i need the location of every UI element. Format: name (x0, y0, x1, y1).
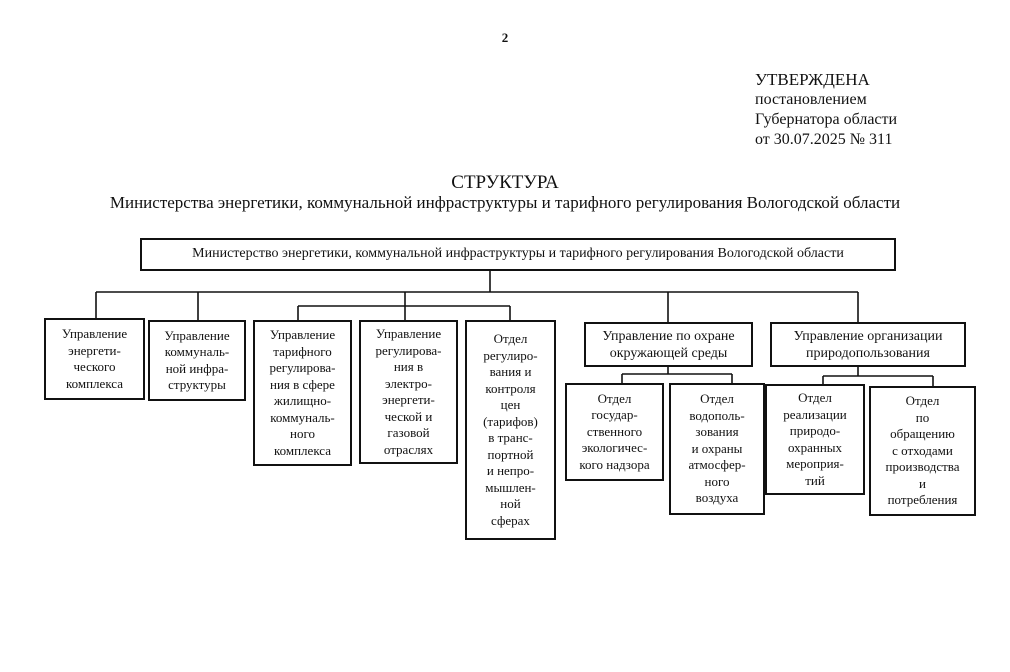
approval-line-3: от 30.07.2025 № 311 (755, 131, 893, 148)
ministry-label: Министерство энергетики, коммунальной инфраструктуры и тарифного регулирования Вологодской области (192, 246, 844, 262)
unit-box-energy (44, 318, 145, 400)
unit-box-housing-tariff (253, 320, 352, 466)
env-division-label-water-air: Отдел водополь- зования и охраны атмосфер- ного воздуха (688, 391, 746, 506)
unit-box-electric-gas (359, 320, 458, 464)
unit-label-energy: Управление энергети- ческого комплекса (61, 326, 128, 391)
nature-division-box-waste (869, 386, 976, 516)
unit-box-communal (148, 320, 246, 401)
env-division-box-supervision (565, 383, 664, 481)
nature-department-label: Управление организации природопользования (793, 328, 943, 361)
unit-label-communal: Управление коммуналь- ной инфра- структуры (164, 327, 230, 392)
unit-label-housing-tariff: Управление тарифного регулирова- ния в сфере жилищно- коммуналь- ного комплекса (269, 327, 336, 458)
document-subtitle: Министерства энергетики, коммунальной инфраструктуры и тарифного регулирования Вологодской области (109, 193, 901, 212)
approval-heading: УТВЕРЖДЕНА (755, 70, 870, 89)
page-number: 2 (501, 30, 509, 45)
nature-division-label-waste: Отдел по обращению с отходами производства и потребления (885, 393, 960, 508)
document-title: СТРУКТУРА (451, 172, 559, 193)
nature-department-box (770, 322, 966, 367)
nature-division-label-protection: Отдел реализации природо- охранных мероприя- тий (783, 390, 847, 488)
env-department-label: Управление по охране окружающей среды (602, 328, 735, 361)
unit-label-electric-gas: Управление регулирова- ния в электро- энергети- ческой и газовой отраслях (375, 326, 442, 457)
nature-division-box-protection (765, 384, 865, 495)
ministry-box (140, 238, 896, 271)
approval-line-1: постановлением (755, 91, 867, 108)
unit-label-transport-prices: Отдел регулиро- вания и контроля цен (тарифов) в транс- портной и непро- мышлен- ной сферах (483, 331, 538, 528)
env-department-box (584, 322, 753, 367)
env-division-box-water-air (669, 383, 765, 515)
approval-line-2: Губернатора области (755, 111, 898, 128)
unit-box-transport-prices (465, 320, 556, 540)
env-division-label-supervision: Отдел государ- ственного экологичес- кого надзора (579, 390, 650, 472)
